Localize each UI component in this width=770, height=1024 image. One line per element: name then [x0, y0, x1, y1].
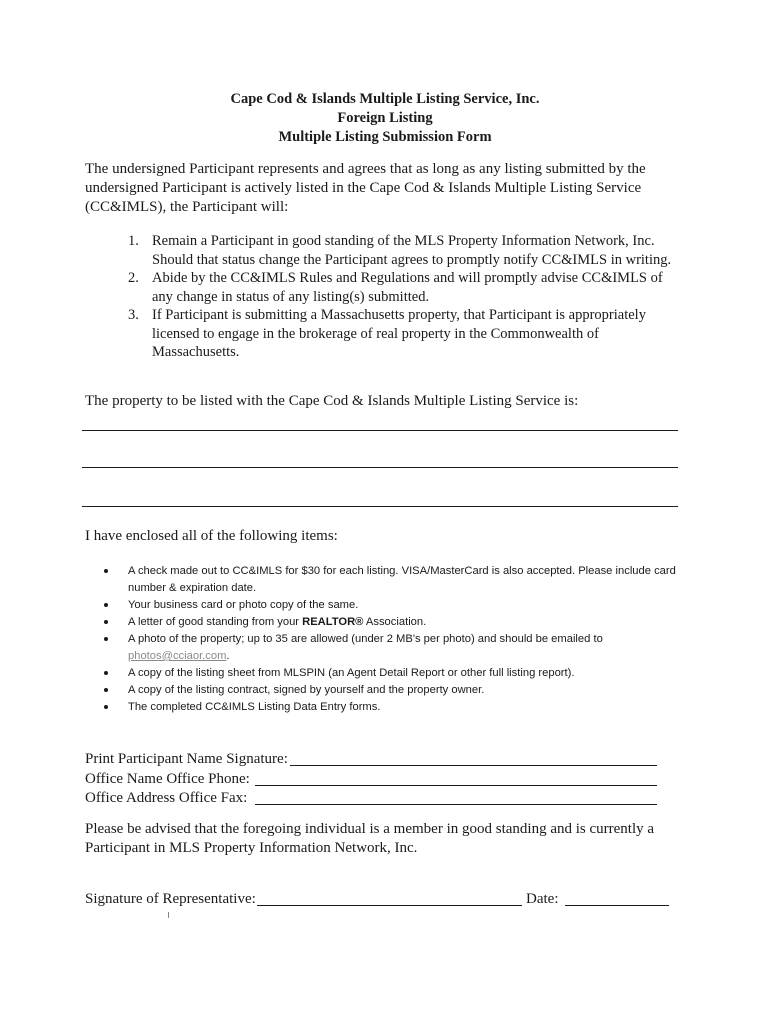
enclosed-prompt: I have enclosed all of the following items: — [85, 528, 338, 544]
item-contract-text: A copy of the listing contract, signed by yourself and the property owner. — [128, 684, 485, 696]
participant-name-label: Print Participant Name Signature: — [85, 751, 288, 767]
field-row — [85, 789, 288, 809]
enclosed-items-list — [104, 563, 694, 716]
bullet-icon — [104, 671, 108, 675]
form-title: Multiple Listing Submission Form — [278, 129, 492, 145]
bullet-icon — [104, 569, 108, 573]
bullet-icon — [104, 620, 108, 624]
intro-paragraph: The undersigned Participant represents and agrees that as long as any listing submitted by the undersigned Participant is actively listed in the Cape Cod & Islands Multiple Listing Service (CC&IMLS), the Participant will: — [85, 161, 646, 215]
field-row — [85, 770, 288, 790]
condition-number: 3. — [128, 307, 139, 323]
condition-number: 2. — [128, 270, 139, 286]
document-header — [0, 90, 770, 147]
condition-text: Abide by the CC&IMLS Rules and Regulations and will promptly advise CC&IMLS of any change in status of any listing(s) submitted. — [152, 270, 663, 305]
property-line-1[interactable] — [82, 430, 678, 431]
condition-item — [128, 232, 678, 269]
bullet-icon — [104, 705, 108, 709]
item-card-text: Your business card or photo copy of the same. — [128, 599, 359, 611]
organization-title: Cape Cod & Islands Multiple Listing Service, Inc. — [230, 91, 540, 107]
office-address-field[interactable] — [255, 804, 657, 805]
condition-text: Remain a Participant in good standing of the MLS Property Information Network, Inc. Should that status change the Participant agrees to promptly notify CC&IMLS in writing. — [152, 233, 672, 268]
item-letter-suffix: Association. — [363, 616, 427, 628]
bullet-icon — [104, 603, 108, 607]
photos-email-link[interactable]: photos@cciaor.com — [128, 650, 227, 662]
list-item — [104, 614, 694, 631]
item-check-text: A check made out to CC&IMLS for $30 for each listing. VISA/MasterCard is also accepted. Please include card number & expiration date. — [128, 565, 676, 594]
condition-number: 1. — [128, 233, 139, 249]
item-letter-text: A letter of good standing from your — [128, 616, 303, 628]
item-photo-suffix: . — [226, 650, 230, 662]
listing-type-title: Foreign Listing — [337, 110, 433, 126]
realtor-mark: REALTOR® — [302, 616, 364, 628]
list-item — [104, 665, 694, 682]
signature-label: Signature of Representative: — [85, 891, 256, 907]
office-name-field[interactable] — [255, 785, 657, 786]
bullet-icon — [104, 637, 108, 641]
condition-text: If Participant is submitting a Massachusetts property, that Participant is appropriately licensed to engage in the brokerage of real property in the Commonwealth of Massachusetts. — [152, 307, 646, 360]
signature-row — [85, 890, 685, 910]
date-field[interactable] — [565, 905, 669, 906]
scan-mark — [168, 912, 169, 918]
participant-fields — [85, 750, 288, 809]
bullet-icon — [104, 688, 108, 692]
advisory-paragraph: Please be advised that the foregoing individual is a member in good standing and is currently a Participant in MLS Property Information Network, Inc. — [85, 821, 655, 856]
property-line-2[interactable] — [82, 467, 678, 468]
participant-name-field[interactable] — [290, 765, 657, 766]
signature-field[interactable] — [257, 905, 522, 906]
list-item — [104, 699, 694, 716]
date-label: Date: — [526, 891, 559, 907]
condition-item — [128, 269, 678, 306]
condition-item — [128, 306, 678, 362]
list-item — [104, 597, 694, 614]
property-prompt: The property to be listed with the Cape Cod & Islands Multiple Listing Service is: — [85, 393, 579, 409]
list-item — [104, 682, 694, 699]
item-photo-text: A photo of the property; up to 35 are allowed (under 2 MB's per photo) and should be emailed to — [128, 633, 603, 645]
office-name-label: Office Name Office Phone: — [85, 770, 250, 787]
property-line-3[interactable] — [82, 506, 678, 507]
field-row — [85, 750, 288, 770]
list-item — [104, 563, 694, 597]
list-item — [104, 631, 694, 665]
item-forms-text: The completed CC&IMLS Listing Data Entry forms. — [128, 701, 381, 713]
office-address-label: Office Address Office Fax: — [85, 790, 248, 806]
conditions-list — [128, 232, 678, 362]
item-sheet-text: A copy of the listing sheet from MLSPIN (an Agent Detail Report or other full listing report). — [128, 667, 575, 679]
